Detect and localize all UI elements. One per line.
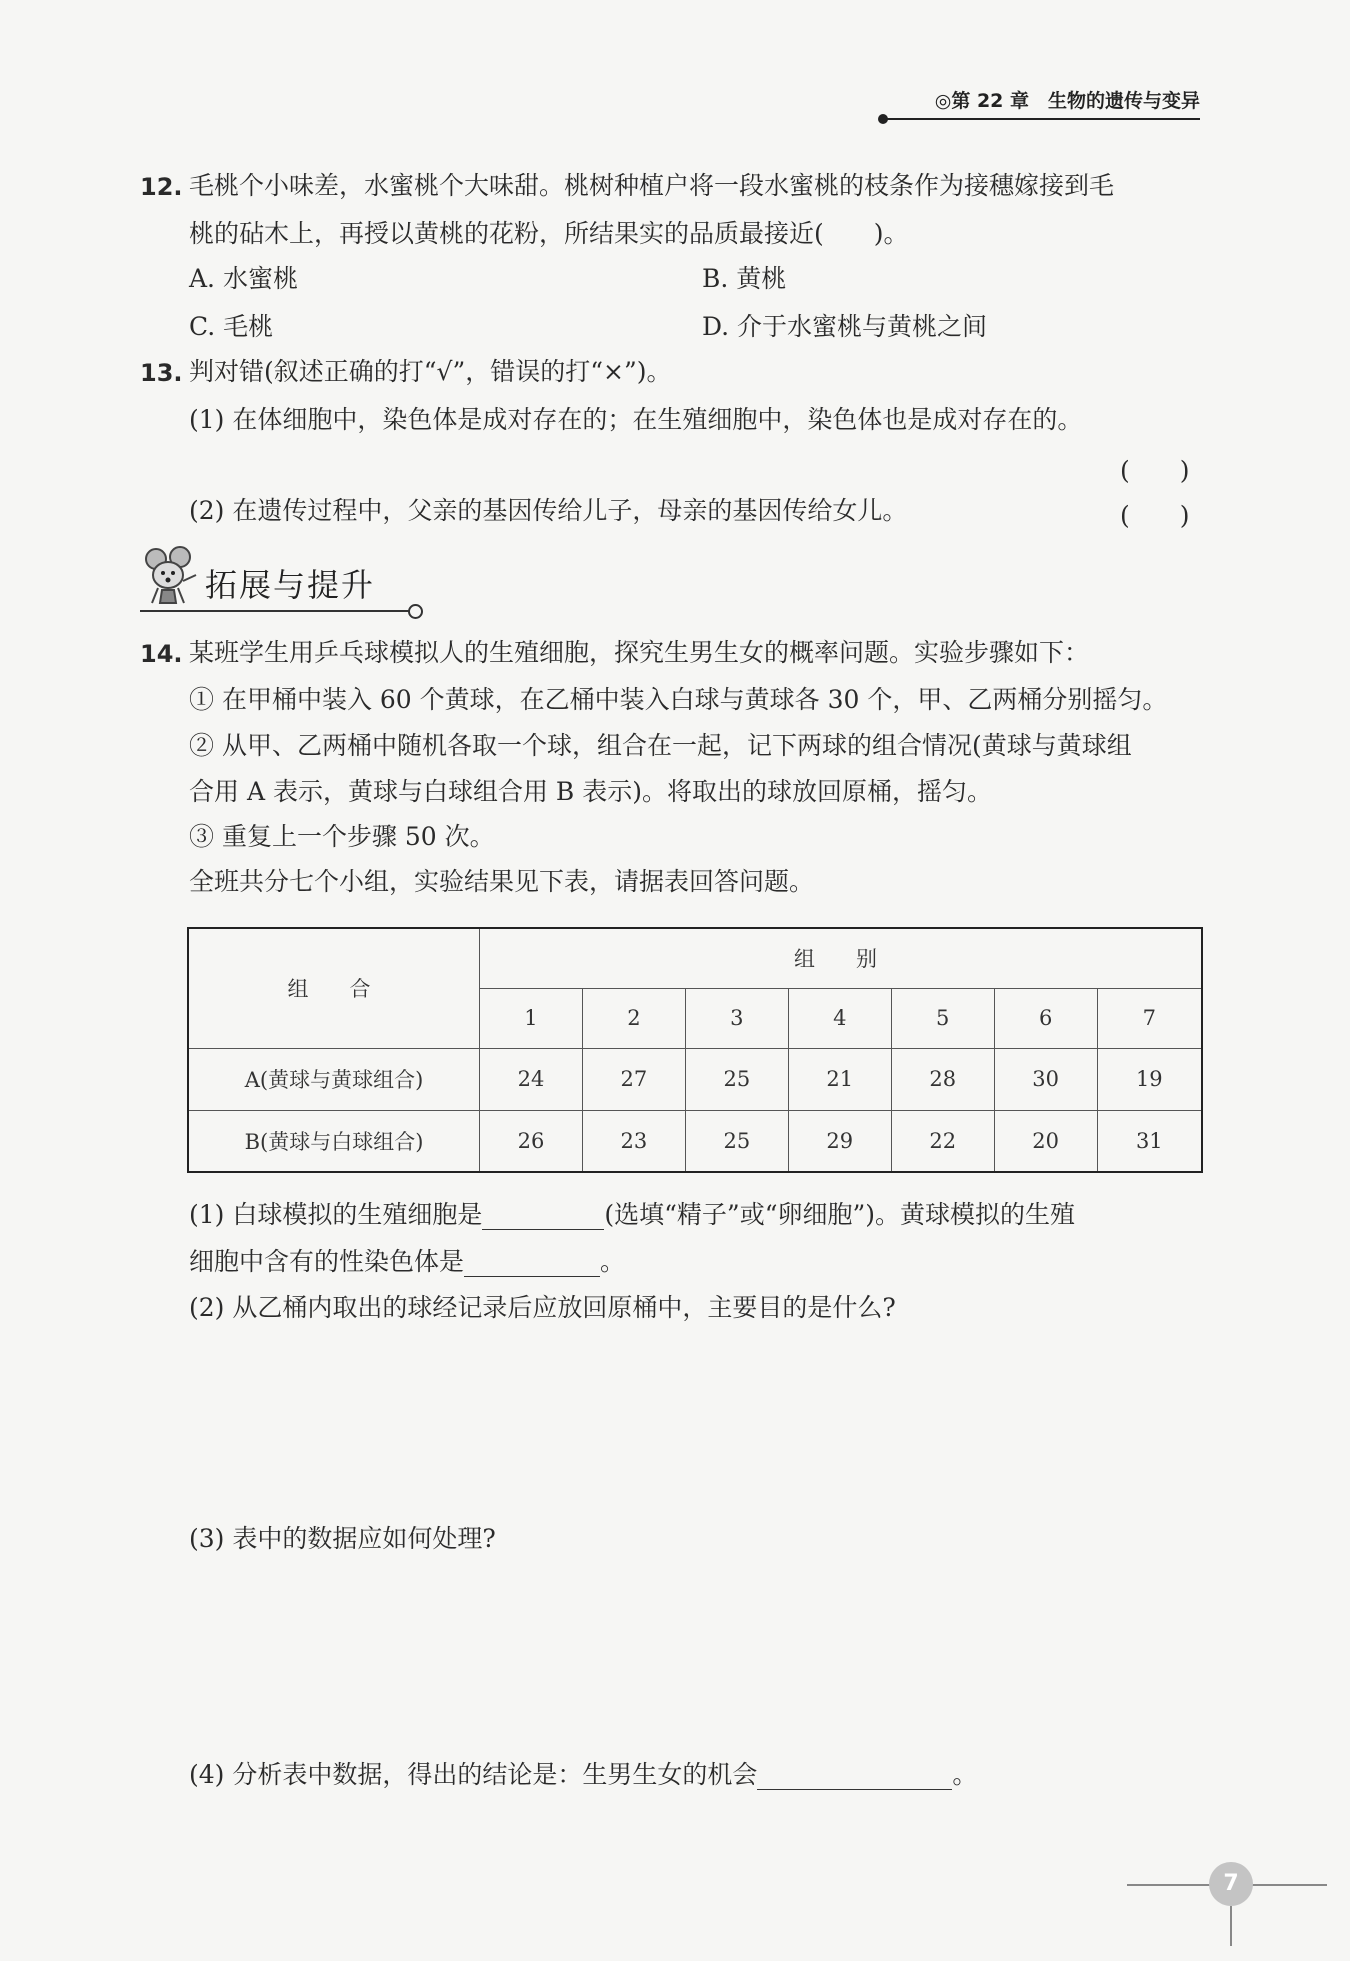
q14-sub4-blank[interactable] [757, 1763, 952, 1790]
row-label: A(黄球与黄球组合) [188, 1048, 480, 1110]
q14-sub3: (3) 表中的数据应如何处理? [189, 1524, 496, 1553]
group-header: 组 别 [480, 928, 1203, 988]
q14-step3: ③ 重复上一个步骤 50 次。 [189, 822, 495, 851]
group-number: 3 [685, 988, 788, 1048]
table-cell: 30 [994, 1048, 1097, 1110]
table-cell: 24 [480, 1048, 583, 1110]
combo-header: 组 合 [188, 928, 480, 1048]
q14-step2-line1: ② 从甲、乙两桶中随机各取一个球，组合在一起，记下两球的组合情况(黄球与黄球组 [189, 731, 1132, 760]
table-cell: 22 [891, 1110, 994, 1172]
table-cell: 29 [788, 1110, 891, 1172]
page-number: 7 [1223, 1871, 1239, 1896]
table-cell: 20 [994, 1110, 1097, 1172]
table-cell: 27 [582, 1048, 685, 1110]
group-number: 4 [788, 988, 891, 1048]
q13-item2-answer-bracket[interactable]: ( ) [1120, 501, 1190, 530]
table-cell: 31 [1097, 1110, 1202, 1172]
q14-sub4-suffix: 。 [952, 1760, 978, 1789]
q14-sub4-prefix: (4) 分析表中数据，得出的结论是：生男生女的机会 [189, 1760, 758, 1789]
table-cell: 28 [891, 1048, 994, 1110]
row-label: B(黄球与白球组合) [188, 1110, 480, 1172]
chapter-header: ◎第 22 章 生物的遗传与变异 [934, 90, 1200, 112]
group-number: 1 [480, 988, 583, 1048]
q14-sub1-suffix: (选填“精子”或“卵细胞”)。黄球模拟的生殖 [604, 1200, 1076, 1229]
group-number: 6 [994, 988, 1097, 1048]
q14-sub1-prefix: (1) 白球模拟的生殖细胞是 [189, 1200, 483, 1229]
table-cell: 19 [1097, 1048, 1202, 1110]
header-dot [878, 114, 888, 124]
mouse-mascot-icon [140, 545, 202, 607]
results-table [187, 927, 1203, 1173]
table-cell: 26 [480, 1110, 583, 1172]
header-rule [883, 118, 1200, 120]
q12-option-a: A. 水蜜桃 [189, 264, 298, 293]
q12-number: 12. [140, 173, 183, 201]
q14-sub1-blank2[interactable] [464, 1250, 600, 1277]
q14-sub1-line2 [189, 1247, 625, 1277]
table-cell: 25 [685, 1048, 788, 1110]
q14-sub4 [189, 1760, 977, 1790]
q14-table-intro: 全班共分七个小组，实验结果见下表，请据表回答问题。 [189, 867, 815, 896]
group-number: 5 [891, 988, 994, 1048]
q13-item1: (1) 在体细胞中，染色体是成对存在的；在生殖细胞中，染色体也是成对存在的。 [189, 405, 1083, 434]
group-number: 7 [1097, 988, 1202, 1048]
q14-number: 14. [140, 640, 183, 668]
q13-stem: 判对错(叙述正确的打“√”，错误的打“×”)。 [189, 357, 672, 386]
q14-sub1-blank1[interactable] [482, 1203, 604, 1230]
q13-item2: (2) 在遗传过程中，父亲的基因传给儿子，母亲的基因传给女儿。 [189, 496, 908, 525]
q14-stem: 某班学生用乒乓球模拟人的生殖细胞，探究生男生女的概率问题。实验步骤如下： [189, 638, 1090, 667]
q14-step1: ① 在甲桶中装入 60 个黄球，在乙桶中装入白球与黄球各 30 个，甲、乙两桶分别摇匀。 [189, 685, 1168, 714]
q12-line1: 毛桃个小味差，水蜜桃个大味甜。桃树种植户将一段水蜜桃的枝条作为接穗嫁接到毛 [189, 171, 1115, 200]
section-ring [408, 604, 423, 619]
table-cell: 23 [582, 1110, 685, 1172]
q13-item1-answer-bracket[interactable]: ( ) [1120, 456, 1190, 485]
q14-sub1-line2-suffix: 。 [600, 1247, 626, 1276]
q14-sub1-line1 [189, 1200, 1075, 1230]
q14-sub2: (2) 从乙桶内取出的球经记录后应放回原桶中，主要目的是什么? [189, 1293, 896, 1322]
footer-tick [1230, 1906, 1232, 1946]
q14-sub3-answer-area[interactable] [189, 1565, 1199, 1745]
table-cell: 21 [788, 1048, 891, 1110]
q14-sub2-answer-area[interactable] [189, 1335, 1199, 1515]
q12-option-b: B. 黄桃 [702, 264, 787, 293]
q14-sub1-line2-prefix: 细胞中含有的性染色体是 [189, 1247, 465, 1276]
table-row [188, 1110, 1202, 1172]
section-title: 拓展与提升 [205, 566, 376, 604]
group-number: 2 [582, 988, 685, 1048]
q12-option-d: D. 介于水蜜桃与黄桃之间 [702, 312, 988, 341]
q12-option-c: C. 毛桃 [189, 312, 274, 341]
section-rule [140, 610, 410, 612]
q13-number: 13. [140, 359, 183, 387]
table-row [188, 1048, 1202, 1110]
q14-step2-line2: 合用 A 表示，黄球与白球组合用 B 表示)。将取出的球放回原桶，摇匀。 [189, 777, 992, 806]
q12-line2: 桃的砧木上，再授以黄桃的花粉，所结果实的品质最接近( )。 [189, 219, 909, 248]
table-cell: 25 [685, 1110, 788, 1172]
